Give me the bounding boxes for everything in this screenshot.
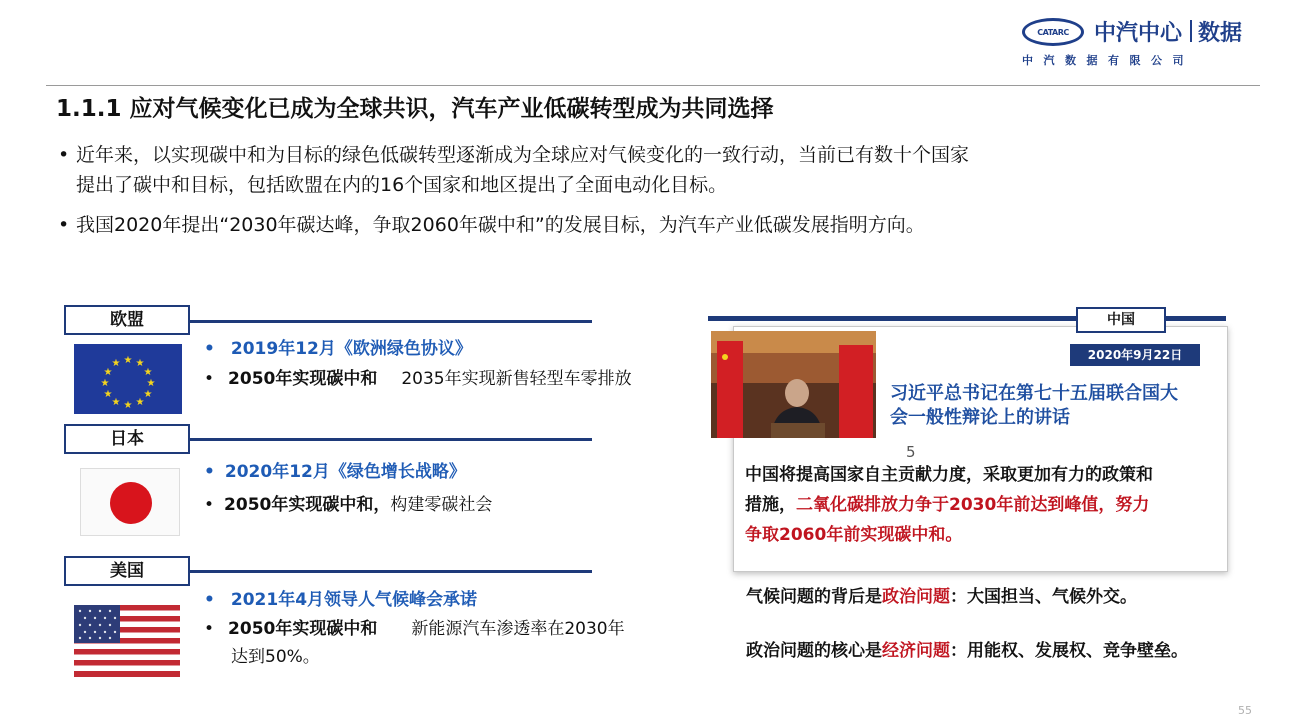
bullet-1 [58,140,1258,200]
svg-text:★: ★ [123,400,133,411]
svg-text:★: ★ [143,367,153,378]
japan-policy: • 2020年12月《绿色增长战略》 [204,462,466,482]
svg-text:★: ★ [103,367,113,378]
eu-policy: • 2019年12月《欧洲绿色协议》 [204,339,472,359]
speech-title [890,382,1178,430]
svg-text:★: ★ [111,358,121,369]
japan-goal: • 2050年实现碳中和，构建零碳社会 [204,495,493,515]
brand-name: 中汽中心 [1094,21,1183,46]
page-number: 55 [1238,704,1252,717]
usa-goal: • 2050年实现碳中和 新能源汽车渗透率在2030年 达到50%。 [204,619,625,667]
svg-text:★: ★ [135,358,145,369]
speech-photo [711,331,876,438]
usa-flag-icon [74,605,180,677]
svg-text:★: ★ [103,389,113,400]
catarc-logo-icon: CATARC [1022,18,1084,46]
svg-text:★: ★ [135,397,145,408]
china-label: 中国 [1076,307,1166,333]
speech-title-line-2: 会一般性辩论上的讲话 [890,407,1070,428]
japan-label: 日本 [64,424,190,454]
svg-text:★: ★ [111,397,121,408]
brand-data: 数据 [1198,21,1243,46]
usa-label: 美国 [64,556,190,586]
china-body-line-1: 中国将提高国家自主贡献力度，采取更加有力的政策和 [745,465,1153,485]
stray-text: 5 [906,443,916,461]
svg-text:★: ★ [100,378,110,389]
china-body-line-3: 争取2060年前实现碳中和。 [745,525,963,545]
bullet-dot: • [58,214,70,236]
slide-title: 1.1.1 应对气候变化已成为全球共识，汽车产业低碳转型成为共同选择 [56,96,774,122]
china-commitment [745,460,1215,550]
date-tab: 2020年9月22日 [1070,344,1200,366]
claim-politics-economics: 政治问题的核心是经济问题：用能权、发展权、竞争壁垒。 [746,641,1188,661]
eu-label: 欧盟 [64,305,190,335]
title-rule [46,85,1260,86]
svg-text:★: ★ [143,389,153,400]
bullet-1-line-1: 近年来，以实现碳中和为目标的绿色低碳转型逐渐成为全球应对气候变化的一致行动，当前已有数十个国家 [76,144,970,166]
bullet-2-line-1: 我国2020年提出“2030年碳达峰，争取2060年碳中和”的发展目标，为汽车产业低碳发展指明方向。 [76,214,925,236]
bullet-dot: • [58,144,70,166]
speech-title-line-1: 习近平总书记在第七十五届联合国大 [890,383,1178,404]
svg-text:★: ★ [146,378,156,389]
bullet-1-line-2: 提出了碳中和目标，包括欧盟在内的16个国家和地区提出了全面电动化目标。 [76,174,728,196]
eu-goal: • 2050年实现碳中和 2035年实现新售轻型车零排放 [204,369,632,389]
svg-text:★: ★ [123,355,133,366]
claim-climate-politics: 气候问题的背后是政治问题：大国担当、气候外交。 [746,587,1137,607]
eu-flag-icon [74,344,182,414]
bullet-2 [58,210,1258,240]
usa-policy: • 2021年4月领导人气候峰会承诺 [204,590,478,610]
company-name: 中汽数据有限公司 [1022,54,1194,67]
brand-separator [1190,20,1192,42]
china-body-line-2: 措施，二氧化碳排放力争于2030年前达到峰值，努力 [745,495,1150,515]
japan-flag-icon [80,468,180,536]
